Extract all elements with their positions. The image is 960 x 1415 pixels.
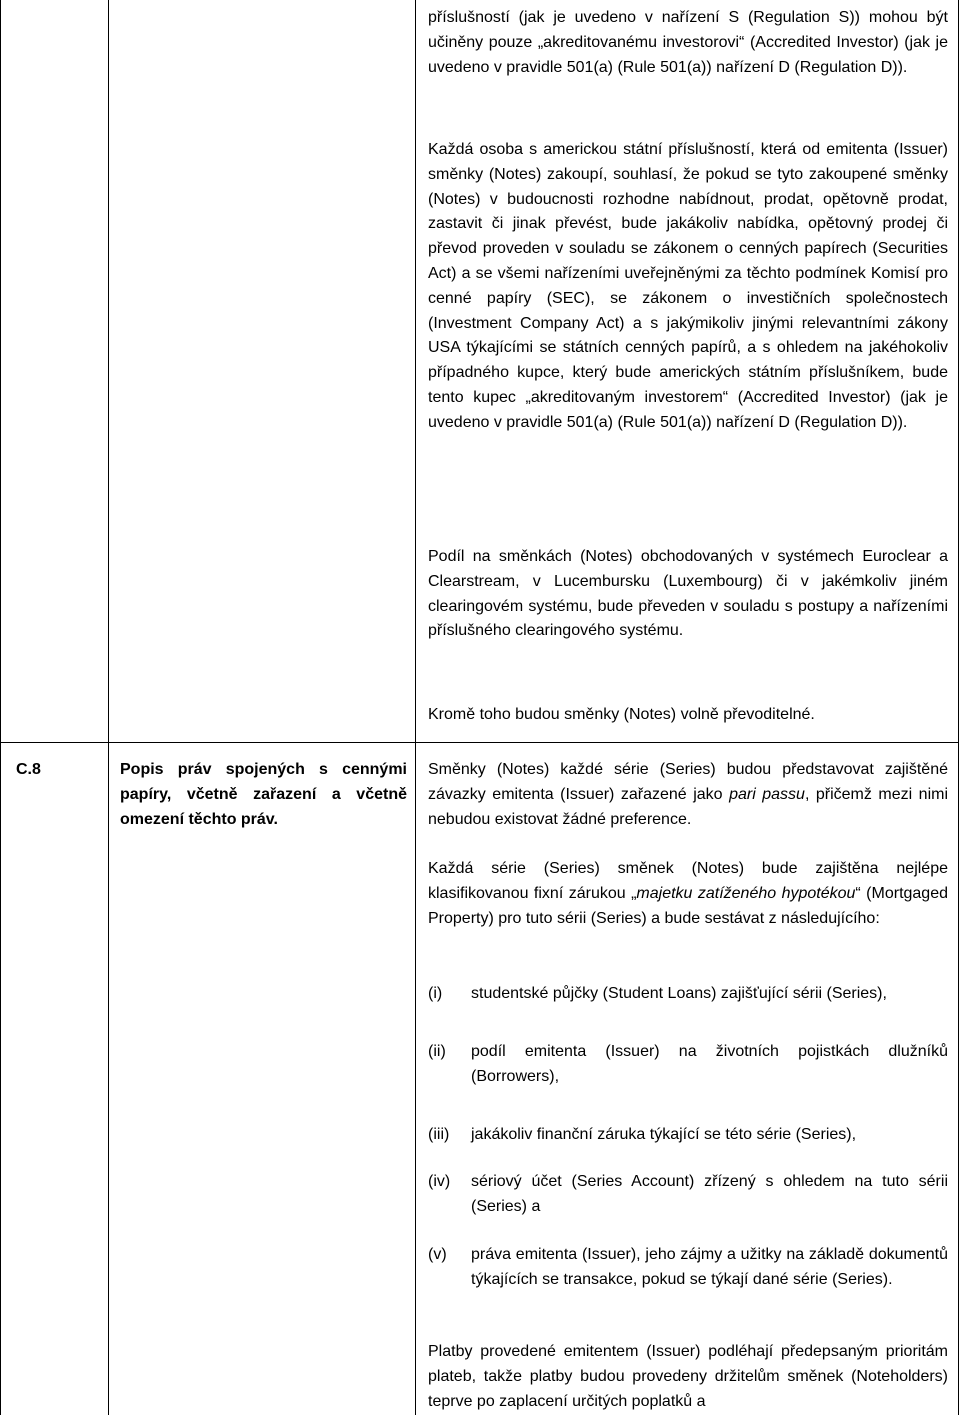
mortgaged-text-1: Každá série (Series) směnek (Notes) bude zajištěna nejlépe klasifikovanou fixní zárukou „ <box>428 860 948 902</box>
table-border-left <box>0 0 1 1415</box>
paragraph-transferability: Kromě toho budou směnky (Notes) volně převoditelné. <box>428 706 815 723</box>
paragraph-notes-ranking <box>428 758 948 832</box>
table-border-col2 <box>415 0 416 1415</box>
notes-ranking-text-2: , přičemž mezi nimi nebudou existovat žádné preference. <box>428 785 949 828</box>
list-item-text: podíl emitenta (Issuer) na životních pojistkách dlužníků (Borrowers), <box>471 1043 948 1085</box>
section-heading: Popis práv spojených s cennými papíry, včetně zařazení a včetně omezení těchto práv. <box>120 761 407 828</box>
list-item-number: (ii) <box>428 1043 446 1060</box>
list-item-number: (i) <box>428 985 443 1002</box>
list-item-text: práva emitenta (Issuer), jeho zájmy a užitky na základě dokumentů týkajících se transakce, pokud se týkají dané série (Series). <box>471 1246 948 1288</box>
list-item-number: (iv) <box>428 1173 451 1190</box>
paragraph-payment-priorities: Platby provedené emitentem (Issuer) podléhají předepsaným prioritám plateb, takže platby budou provedeny držitelům směnek (Noteholders) teprve po zaplacení určitých poplatků a <box>428 1343 948 1410</box>
section-code: C.8 <box>16 761 41 778</box>
list-item-number: (v) <box>428 1246 447 1263</box>
list-item-text: studentské půjčky (Student Loans) zajišťující sérii (Series), <box>471 985 887 1002</box>
paragraph-mortgaged-property <box>428 857 948 931</box>
list-item-number: (iii) <box>428 1126 450 1143</box>
notes-ranking-text-1: Směnky (Notes) každé série (Series) budou představovat zajištěné závazky emitenta (Issuer) zařazené jako <box>428 761 948 803</box>
table-border-right <box>958 0 959 1415</box>
list-item-text: sériový účet (Series Account) zřízený s ohledem na tuto sérii (Series) a <box>471 1173 948 1215</box>
paragraph-us-persons: Každá osoba s americkou státní příslušností, která od emitenta (Issuer) směnky (Notes) zakoupí, souhlasí, že pokud se tyto zakoupené směnky (Notes) v budoucnosti rozhodne nabídnout, prodat, opětovně prodat, zastavit či jinak převést, bude jakákoliv nabídka, opětovný prodej či převod proveden v souladu se zákonem o cenných papírech (Securities Act) a se všemi nařízeními uveřejněnými za těchto podmínek Komisí pro cenné papíry (SEC), se zákonem o investičních společnostech (Investment Company Act) a s jakýmikoliv jinými relevantními zákony USA týkajícími se státních cenných papírů, a s ohledem na jakéhokoliv případného kupce, který bude amerických státním příslušníkem, bude tento kupec „akreditovaným investorem“ (Accredited Investor) (jak je uvedeno v pravidle 501(a) (Rule 501(a)) nařízení D (Regulation D)). <box>428 141 948 431</box>
list-item-text: jakákoliv finanční záruka týkající se této série (Series), <box>471 1126 857 1143</box>
paragraph-accredited-investor: příslušností (jak je uvedeno v nařízení S (Regulation S)) mohou být učiněny pouze „akreditovanému investorovi“ (Accredited Investor) (jak je uvedeno v pravidle 501(a) (Rule 501(a)) nařízení D (Regulation D)). <box>428 9 948 76</box>
mortgaged-italic: majetku zatíženého hypotékou <box>636 884 856 902</box>
mortgaged-text-2: “ (Mortgaged Property) pro tuto sérii (Series) a bude sestávat z následujícího: <box>428 884 949 927</box>
table-border-col1 <box>108 0 109 1415</box>
table-row-divider <box>0 742 959 743</box>
paragraph-clearing-systems: Podíl na směnkách (Notes) obchodovaných v systémech Euroclear a Clearstream, v Lucembursku (Luxembourg) či v jakémkoliv jiném clearingovém systému, bude převeden v souladu s postupy a nařízeními příslušného clearingového systému. <box>428 548 948 640</box>
notes-ranking-italic: pari passu <box>729 785 805 803</box>
